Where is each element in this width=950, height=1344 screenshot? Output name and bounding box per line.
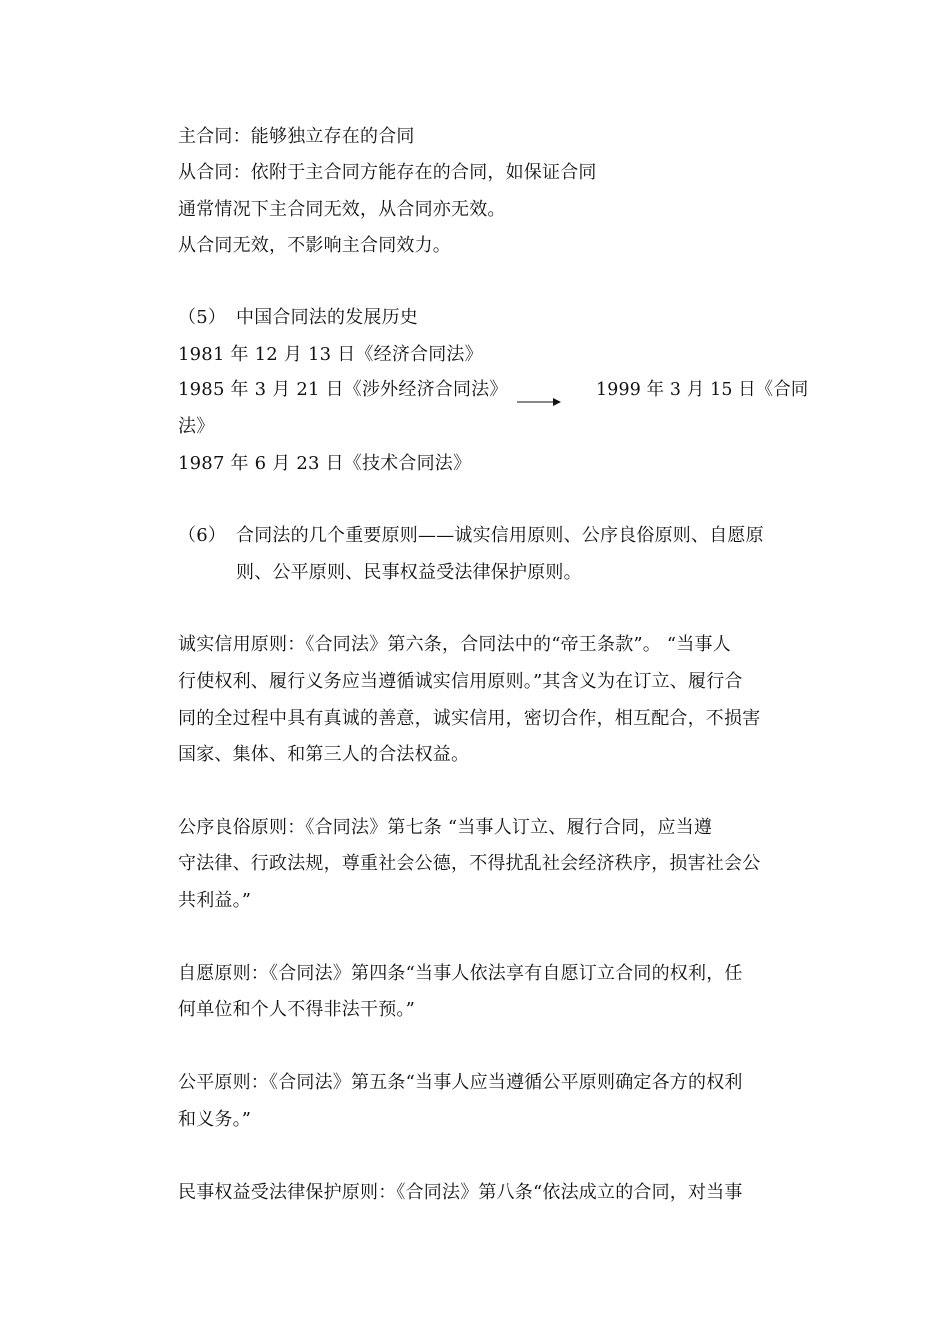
history-1981: 1981 年 12 月 13 日《经济合同法》	[178, 344, 483, 365]
right-arrow-icon	[517, 396, 561, 408]
public-order-line-3: 共利益。”	[178, 890, 252, 911]
section-6-line-1: 合同法的几个重要原则——诚实信用原则、公序良俗原则、自愿原	[236, 525, 764, 546]
civil-rights-line-1: 民事权益受法律保护原则：《合同法》第八条“依法成立的合同，对当事	[178, 1182, 743, 1203]
subordinate-contract-definition: 从合同：依附于主合同方能存在的合同，如保证合同	[178, 162, 597, 183]
good-faith-line-3: 同的全过程中具有真诚的善意，诚实信用，密切合作，相互配合，不损害	[178, 708, 761, 729]
section-5-title: 中国合同法的发展历史	[236, 307, 418, 328]
subordinate-invalid-rule: 从合同无效，不影响主合同效力。	[178, 235, 451, 256]
public-order-line-1: 公序良俗原则：《合同法》第七条 “当事人订立、履行合同，应当遵	[178, 817, 713, 838]
history-1985: 1985 年 3 月 21 日《涉外经济合同法》	[178, 379, 508, 400]
history-1999-wrap: 法》	[178, 416, 215, 437]
section-6-number: （6）	[178, 525, 227, 546]
public-order-line-2: 守法律、行政法规，尊重社会公德，不得扰乱社会经济秩序，损害社会公	[178, 853, 761, 874]
main-contract-definition: 主合同：能够独立存在的合同	[178, 126, 415, 147]
history-1987: 1987 年 6 月 23 日《技术合同法》	[178, 453, 472, 474]
good-faith-line-1: 诚实信用原则：《合同法》第六条，合同法中的“帝王条款”。 “当事人	[178, 634, 731, 655]
good-faith-line-2: 行使权利、履行义务应当遵循诚实信用原则。”其含义为在订立、履行合	[178, 671, 743, 692]
section-6-line-2: 则、公平原则、民事权益受法律保护原则。	[236, 562, 582, 583]
voluntary-line-2: 何单位和个人不得非法干预。”	[178, 999, 416, 1020]
section-5-number: （5）	[178, 307, 227, 328]
main-invalid-rule: 通常情况下主合同无效，从合同亦无效。	[178, 199, 506, 220]
history-1999: 1999 年 3 月 15 日《合同	[596, 379, 809, 400]
fairness-line-2: 和义务。”	[178, 1109, 252, 1130]
fairness-line-1: 公平原则：《合同法》第五条“当事人应当遵循公平原则确定各方的权利	[178, 1072, 743, 1093]
good-faith-line-4: 国家、集体、和第三人的合法权益。	[178, 744, 470, 765]
voluntary-line-1: 自愿原则：《合同法》第四条“当事人依法享有自愿订立合同的权利，任	[178, 963, 743, 984]
